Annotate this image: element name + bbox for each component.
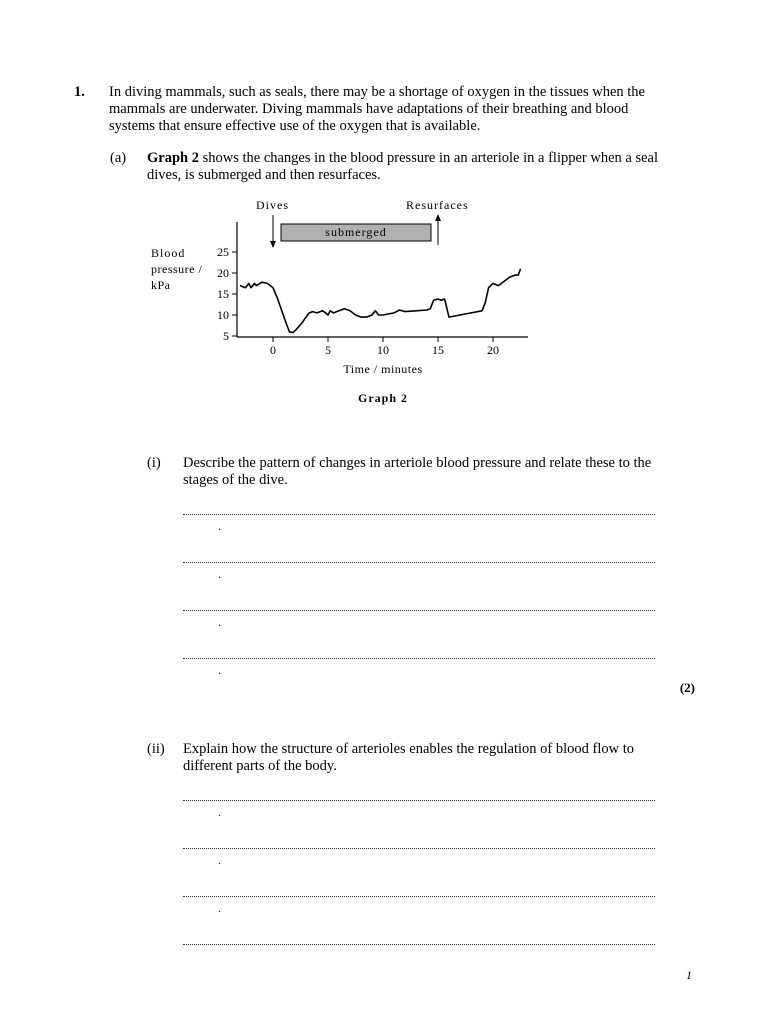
y-tick-label: 25 [217, 245, 229, 259]
part-a-label: (a) [110, 150, 127, 166]
answer-line[interactable] [183, 848, 655, 849]
y-tick-label: 5 [223, 329, 229, 343]
x-tick-label: 15 [432, 343, 444, 357]
graph-caption: Graph 2 [357, 391, 409, 405]
part-i-label: (i) [147, 455, 161, 471]
answer-line[interactable] [183, 800, 655, 801]
answer-line-tail: . [218, 805, 221, 819]
part-a-description: shows the changes in the blood pressure in an arteriole in a flipper when a seal dives, is submerged and then resurfaces. [147, 150, 658, 183]
resurfaces-label: Resurfaces [406, 198, 469, 212]
page-number: 1 [686, 968, 692, 982]
submerged-label: submerged [325, 225, 387, 239]
part-ii-label: (ii) [147, 741, 165, 757]
x-axis-label: Time / minutes [343, 362, 423, 376]
y-tick-label: 20 [217, 266, 229, 280]
x-tick-label: 5 [325, 343, 331, 357]
part-a-text [147, 150, 667, 184]
answer-line[interactable] [183, 658, 655, 659]
graph-2-chart [140, 192, 540, 412]
graph-reference: Graph 2 [147, 150, 199, 166]
answer-line[interactable] [183, 610, 655, 611]
dives-label: Dives [256, 198, 289, 212]
y-axis-label-line3: kPa [151, 278, 171, 292]
x-tick-label: 20 [487, 343, 499, 357]
y-tick-label: 10 [217, 308, 229, 322]
resurfaces-arrowhead [435, 214, 441, 221]
answer-line-tail: . [218, 663, 221, 677]
answer-line-tail: . [218, 615, 221, 629]
answer-line[interactable] [183, 514, 655, 515]
part-ii-question: Explain how the structure of arterioles enables the regulation of blood flow to different parts of the body. [183, 741, 634, 774]
y-axis-label-line1: Blood [151, 246, 186, 260]
answer-line[interactable] [183, 562, 655, 563]
part-i-question: Describe the pattern of changes in arteriole blood pressure and relate these to the stages of the dive. [183, 455, 652, 488]
answer-line[interactable] [183, 896, 655, 897]
y-axis-label-line2: pressure / [151, 262, 203, 276]
marks-allocation: (2) [679, 680, 695, 695]
x-tick-label: 0 [270, 343, 276, 357]
answer-line-tail: . [218, 567, 221, 581]
answer-line-tail: . [218, 853, 221, 867]
answer-line-tail: . [218, 519, 221, 533]
dives-arrowhead [270, 241, 276, 248]
x-tick-label: 10 [377, 343, 389, 357]
question-number: 1. [74, 84, 85, 100]
answer-line[interactable] [183, 944, 655, 945]
answer-line-tail: . [218, 901, 221, 915]
blood-pressure-line [240, 269, 521, 333]
question-intro: In diving mammals, such as seals, there may be a shortage of oxygen in the tissues when the mammals are underwater. Diving mammals have adaptations of their breathing and blood systems that ensure effective use of the oxygen that is available. [109, 84, 645, 134]
y-tick-label: 15 [217, 287, 229, 301]
